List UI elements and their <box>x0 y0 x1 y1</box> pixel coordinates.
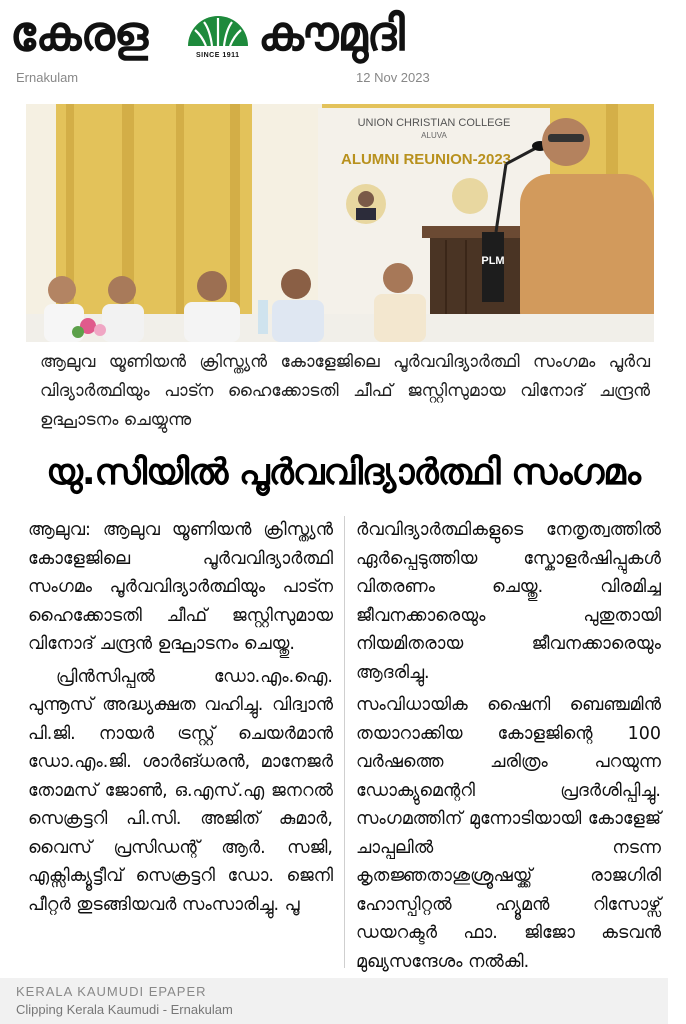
location-label: Ernakulam <box>16 70 79 85</box>
podium-label: PLM <box>481 255 505 267</box>
article-paragraph: ർവവിദ്യാർത്ഥികളുടെ നേതൃത്വത്തിൽ ഏർപ്പെടുത്തിയ സ്കോളർഷിപ്പുകൾ വിതരണം ചെയ്തു. വിരമിച്ച ജീവനക്കാരെയും പുതുതായി നിയമിതരായ ജീവനക്കാരെയും ആദരിച്ചു. <box>356 520 661 683</box>
article-photo <box>26 104 654 342</box>
column-divider <box>344 516 345 968</box>
photo-caption: ആലുവ യൂണിയൻ ക്രിസ്ത്യൻ കോളേജിലെ പൂർവവിദ്യാർത്ഥി സംഗമം പൂർവ വിദ്യാർത്ഥിയും പാട്ന ഹൈക്കോടതി ചീഫ് ജസ്റ്റിസുമായ വിനോദ് ചന്ദ്രൻ ഉദ്ഘാടനം ചെയ്യുന്നു <box>40 352 650 430</box>
banner-place: ALUVA <box>421 131 447 140</box>
article-paragraph: പ്രിൻസിപ്പൽ ഡോ.എം.ഐ. പുന്നൂസ് അദ്ധ്യക്ഷത വഹിച്ചു. വിദ്വാൻ പി.ജി. നായർ ട്രസ്റ്റ് ചെയർമാൻ ഡോ.എം.ജി. ശാർങ്ധരൻ, മാനേജർ തോമസ് ജോൺ, ഒ.എസ്.എ ജനറൽ സെക്രട്ടറി പി.സി. അജിത് കുമാർ, വൈസ് പ്രസിഡന്റ് ആർ. സജി, എക്സിക്യൂട്ടീവ് സെക്രട്ടറി ഡോ. ജെനി പീറ്റർ തുടങ്ങിയവർ സംസാരിച്ചു. പൂ <box>28 666 333 915</box>
article-column-right <box>356 516 661 980</box>
article-paragraph: സംവിധായിക ഷൈനി ബെഞ്ചമിൻ തയാറാക്കിയ കോളജിന്റെ 100 വർഷത്തെ ചരിത്രം പറയുന്ന ഡോക്യുമെന്ററി പ്രദർശിപ്പിച്ചു. സംഗമത്തിന് മുന്നോടിയായി കോളേജ് ചാപ്പലിൽ നടന്ന കൃതജ്ഞതാശുശ്രൂഷയ്ക്ക് രാജഗിരി ഹോസ്പിറ്റൽ ഹ്യൂമൻ റിസോഴ്സ് ഡയറക്ടർ ഫാ. ജിജോ കടവൻ മുഖ്യസന്ദേശം നൽകി. <box>356 695 661 972</box>
footer <box>0 978 668 1024</box>
masthead-name-left: കേരള <box>10 6 148 62</box>
date-label: 12 Nov 2023 <box>356 70 430 85</box>
event-photo-illustration <box>26 104 654 342</box>
since-label: SINCE 1911 <box>196 52 240 59</box>
article-paragraph: ആലുവ: ആലുവ യൂണിയൻ ക്രിസ്ത്യൻ കോളേജിലെ പൂർവവിദ്യാർത്ഥി സംഗമം പൂർവവിദ്യാർത്ഥിയും പാട്ന ഹൈക്കോടതി ചീഫ് ജസ്റ്റിസുമായ വിനോദ് ചന്ദ്രൻ ഉദ്ഘാടനം ചെയ്തു. <box>28 520 333 654</box>
article-column-left <box>28 516 333 923</box>
headline: യു.സിയിൽ പൂർവവിദ്യാർത്ഥി സംഗമം <box>46 452 640 493</box>
banner-college: UNION CHRISTIAN COLLEGE <box>357 117 511 129</box>
masthead-name-right: കൗമുദി <box>258 6 404 62</box>
footer-brand: KERALA KAUMUDI EPAPER <box>16 984 207 999</box>
footer-clipping-note: Clipping Kerala Kaumudi - Ernakulam <box>16 1002 233 1017</box>
masthead <box>0 0 686 96</box>
banner-title: ALUMNI REUNION-2023 <box>340 151 512 168</box>
